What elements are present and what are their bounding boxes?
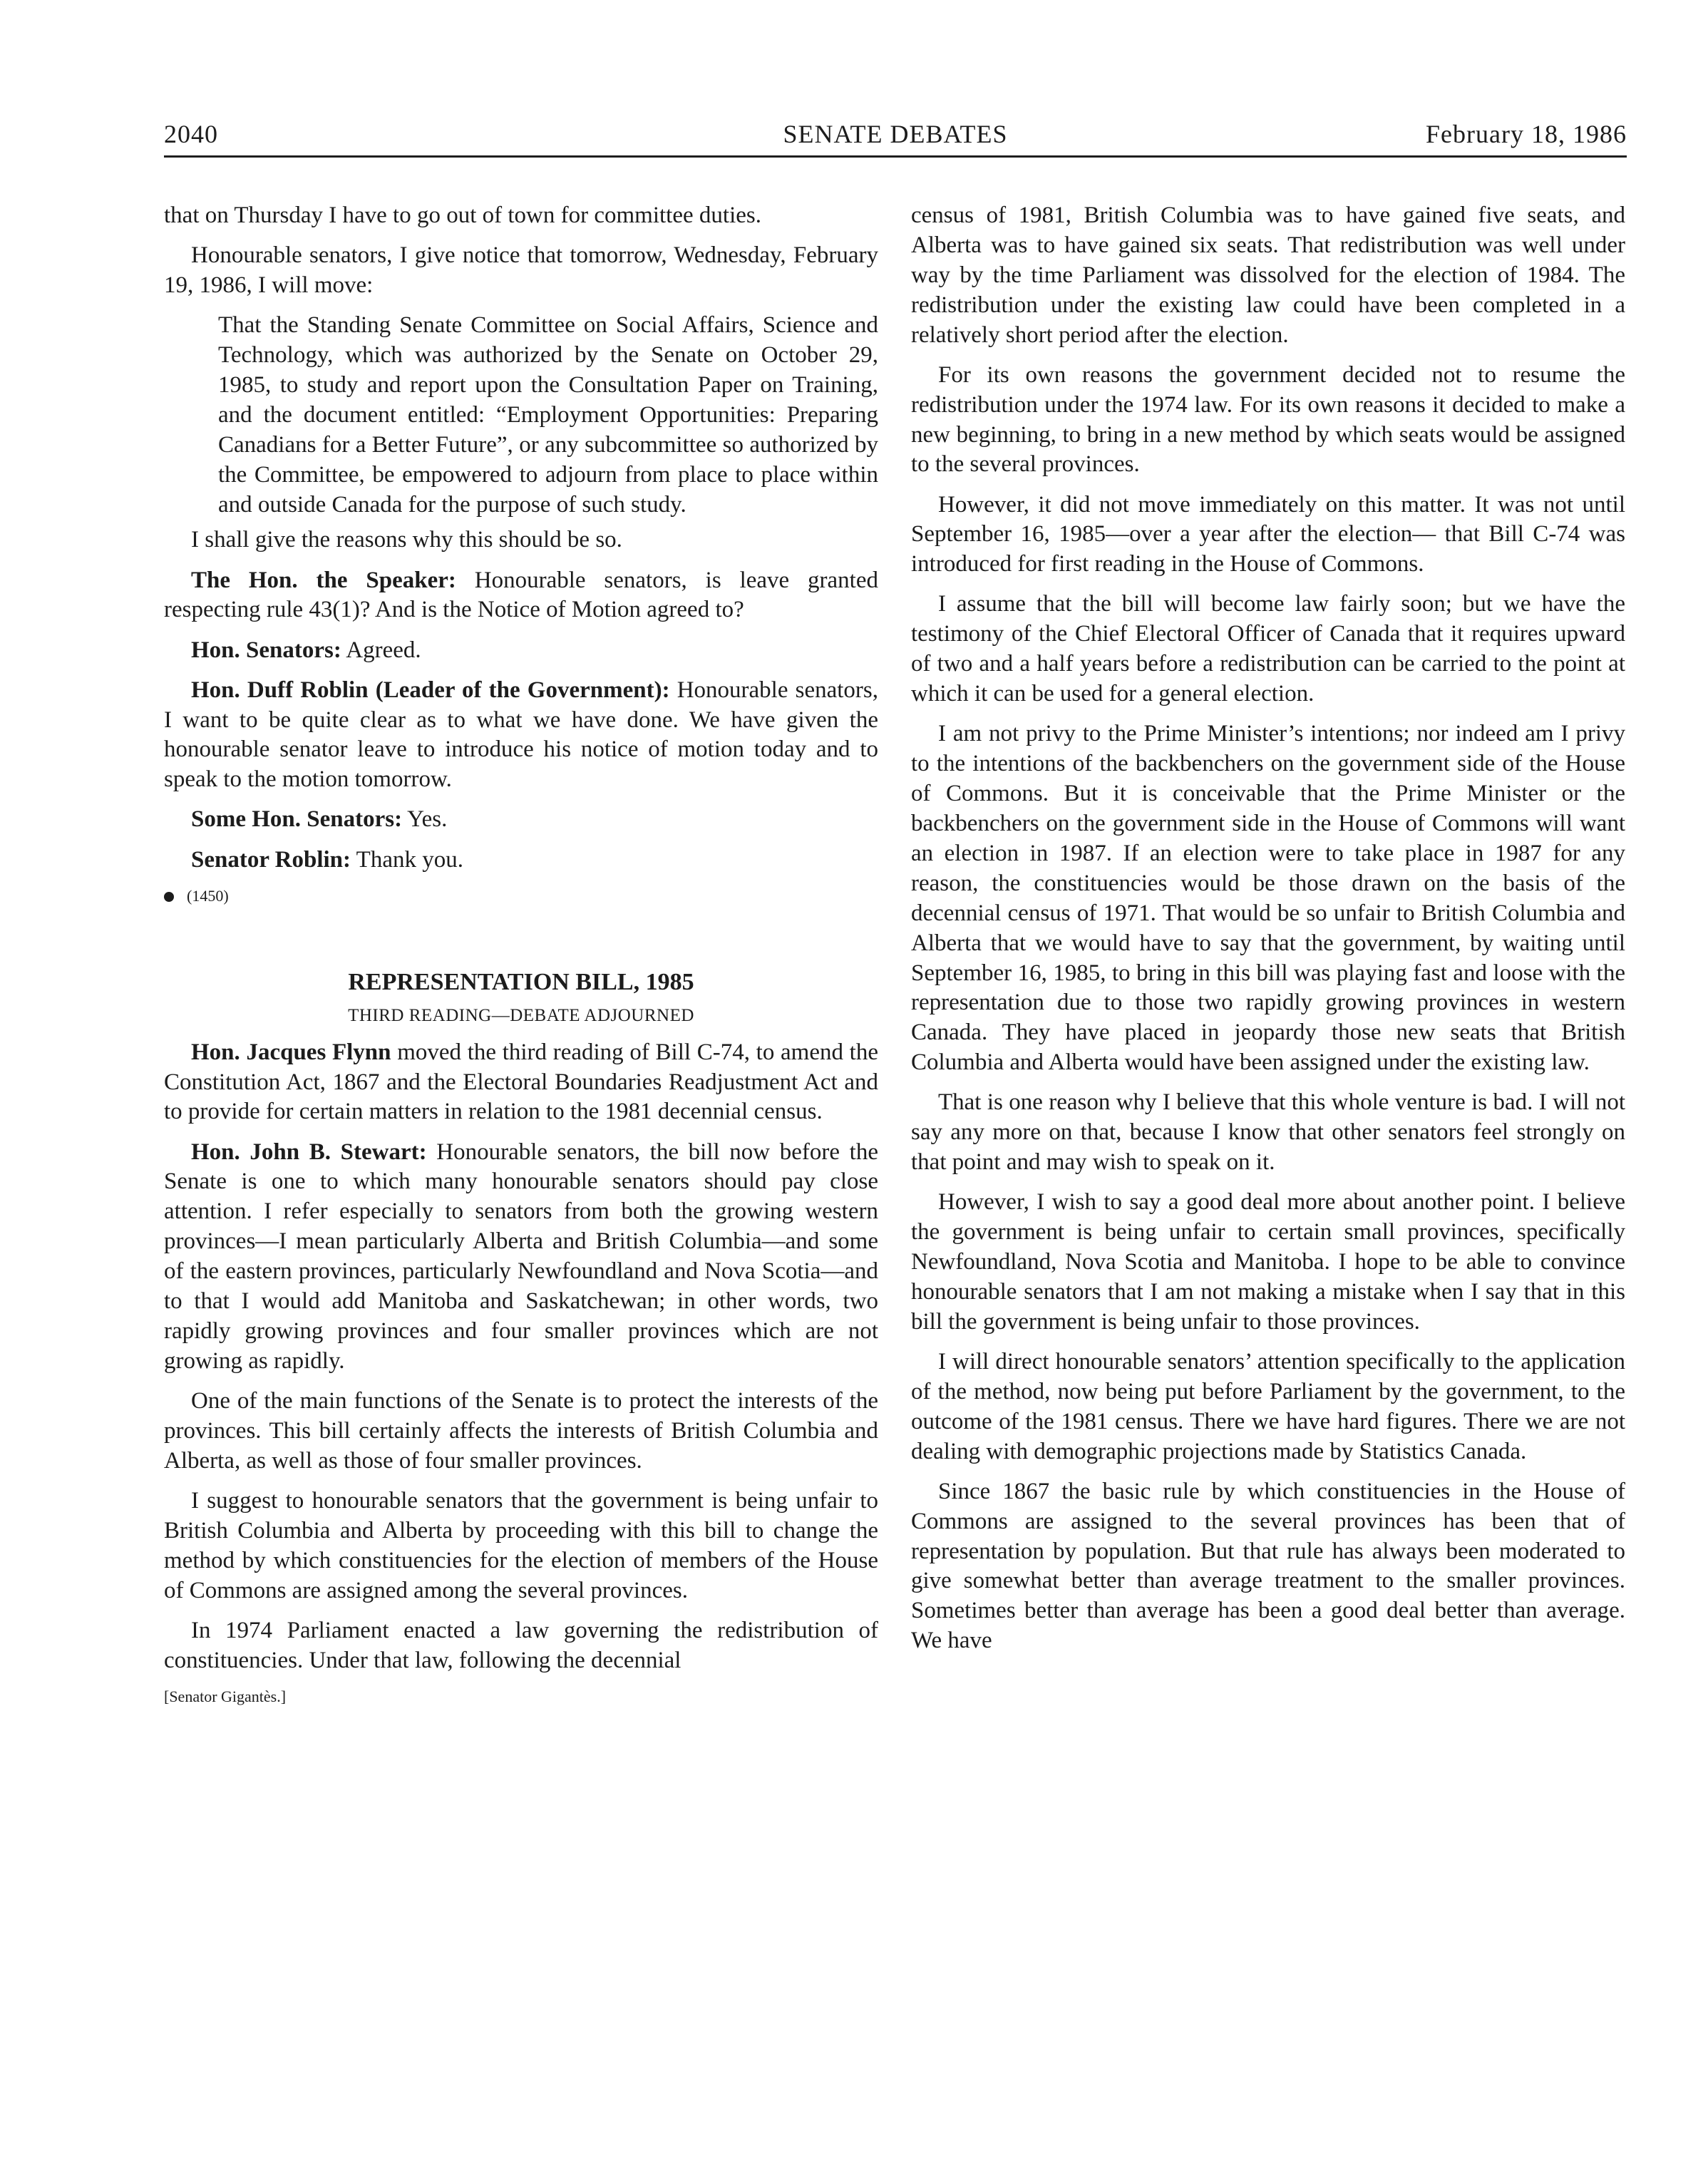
footer-note: [Senator Gigantès.]	[164, 1687, 287, 1705]
paragraph-since-1867: Since 1867 the basic rule by which constituencies in the House of Commons are assigned to the several provinces has been that of representation by population. But that rule has always been moderated to give somewhat better than average treatment to the smaller provinces. Sometimes better than average has been a good deal better than average. We have	[911, 1478, 1625, 1654]
paragraph-one-reason: That is one reason why I believe that this whole venture is bad. I will not say any more on that, because I know that other senators feel strongly on that point and may wish to speak on it.	[911, 1089, 1625, 1176]
speech-roblin-thanks	[164, 846, 878, 875]
speech-text: moved the third reading of Bill C-74, to amend the Constitution Act, 1867 and the Electoral Boundaries Readjustment Act and to provide for certain matters in relation to the 1981 decennial census.	[164, 1039, 878, 1125]
page-header	[164, 118, 1627, 158]
section-heading: REPRESENTATION BILL, 1985	[348, 968, 694, 995]
paragraph-1974-law: In 1974 Parliament enacted a law governing the redistribution of constituencies. Under that law, following the decennial	[164, 1617, 878, 1673]
speech-stewart	[164, 1138, 878, 1377]
speech-text: Honourable senators, I want to be quite clear as to what we have done. We have given the honourable senator leave to introduce his notice of motion today and to speak to the motion tomorrow.	[164, 677, 878, 793]
speaker-name: Hon. John B. Stewart:	[191, 1139, 427, 1165]
paragraph-senate-functions: One of the main functions of the Senate is to protect the interests of the provinces. This bill certainly affects the interests of British Columbia and Alberta, as well as those of four smaller provinces.	[164, 1387, 878, 1474]
paragraph-not-immediately: However, it did not move immediately on this matter. It was not until September 16, 1985—over a year after the election— that Bill C-74 was introduced for first reading in the House of Commons.	[911, 491, 1625, 577]
time-marker-text: (1450)	[187, 886, 229, 905]
paragraph-direct-attention: I will direct honourable senators’ attention specifically to the application of the method, now being put before Parliament by the government, to the outcome of the 1981 census. There we have hard figures. There we are not dealing with demographic projections made by Statistics Canada.	[911, 1348, 1625, 1464]
publication-title: SENATE DEBATES	[783, 120, 1008, 148]
right-column	[911, 201, 1625, 1666]
motion-text: That the Standing Senate Committee on Social Affairs, Science and Technology, which was authorized by the Senate on October 29, 1985, to study and report upon the Consultation Paper on Training, and the document entitled: “Employment Opportunities: Preparing Canadians for a Better Future”, or any subcommittee so authorized by the Committee, be empowered to adjourn from place to place within and outside Canada for the purpose of such study.	[218, 312, 878, 518]
section-subheading: THIRD READING—DEBATE ADJOURNED	[348, 1005, 694, 1025]
speech-senators-agreed	[164, 636, 878, 666]
paragraph-own-reasons: For its own reasons the government decided not to resume the redistribution under the 1974 law. For its own reasons it decided to make a new beginning, to bring in a new method by which seats would be assigned to the several provinces.	[911, 361, 1625, 478]
speaker-name: The Hon. the Speaker:	[191, 567, 456, 593]
paragraph-committee-duties: that on Thursday I have to go out of town for committee duties.	[164, 202, 761, 228]
speaker-name: Senator Roblin:	[191, 846, 351, 873]
speech-text: Honourable senators, is leave granted respecting rule 43(1)? And is the Notice of Motion agreed to?	[164, 567, 878, 623]
page-number: 2040	[164, 120, 218, 148]
speaker-name: Hon. Senators:	[191, 637, 341, 663]
paragraph-suggest: I suggest to honourable senators that the government is being unfair to British Columbia and Alberta by proceeding with this bill to change the method by which constituencies for the election of members of the House of Commons are assigned among the several provinces.	[164, 1487, 878, 1603]
bullet-icon	[164, 892, 174, 902]
paragraph-assume: I assume that the bill will become law fairly soon; but we have the testimony of the Chief Electoral Officer of Canada that it requires upward of two and a half years before a redistribution can be carried to the point at which it can be used for a general election.	[911, 591, 1625, 707]
speaker-name: Hon. Duff Roblin (Leader of the Government):	[191, 677, 670, 703]
time-marker	[164, 885, 878, 907]
left-column	[164, 201, 878, 1707]
speech-some-senators	[164, 805, 878, 835]
paragraph-another-point: However, I wish to say a good deal more about another point. I believe the government is being unfair to certain small provinces, specifically Newfoundland, Nova Scotia and Manitoba. I hope to be able to convince honourable senators that I am not making a mistake when I say that in this bill the government is being unfair to those provinces.	[911, 1189, 1625, 1335]
publication-date: February 18, 1986	[1426, 120, 1627, 148]
speech-speaker	[164, 566, 878, 626]
speech-text: Yes.	[402, 806, 448, 833]
paragraph-notice: Honourable senators, I give notice that tomorrow, Wednesday, February 19, 1986, I will move:	[164, 242, 878, 298]
speech-text: Honourable senators, the bill now before the Senate is one to which many honourable senators should pay close attention. I refer especially to senators from both the growing western provinces—I mean particularly Alberta and British Columbia—and some of the eastern provinces, particularly Newfoundland and Nova Scotia—and to that I would add Manitoba and Saskatchewan; in other words, two rapidly growing provinces and four smaller provinces which are not growing as rapidly.	[164, 1139, 878, 1374]
paragraph-census-1981: census of 1981, British Columbia was to have gained five seats, and Alberta was to have gained six seats. That redistribution was well under way by the time Parliament was dissolved for the election of 1984. The redistribution under the existing law could have been completed in a relatively short period after the election.	[911, 202, 1625, 348]
speaker-name: Hon. Jacques Flynn	[191, 1039, 391, 1065]
speech-text: Thank you.	[351, 846, 463, 873]
speech-flynn	[164, 1038, 878, 1128]
speaker-name: Some Hon. Senators:	[191, 806, 403, 833]
paragraph-not-privy: I am not privy to the Prime Minister’s intentions; nor indeed am I privy to the intentions of the backbenchers on the government side of the House of Commons. But it is conceivable that the Prime Minister or the backbenchers on the government side in the House of Commons will want an election in 1987. If an election were to take place in 1987 for any reason, the constituencies would be those drawn on the basis of the decennial census of 1971. That would be so unfair to British Columbia and Alberta that we would have to say that the government, by waiting until September 16, 1985, to bring in this bill was playing fast and loose with the representation due to those two rapidly growing provinces in western Canada. They have placed in jeopardy those new seats that British Columbia and Alberta would have been assigned under the existing law.	[911, 721, 1625, 1076]
speech-roblin	[164, 676, 878, 796]
speech-text: Agreed.	[341, 637, 421, 663]
paragraph-reasons: I shall give the reasons why this should be so.	[191, 527, 622, 553]
